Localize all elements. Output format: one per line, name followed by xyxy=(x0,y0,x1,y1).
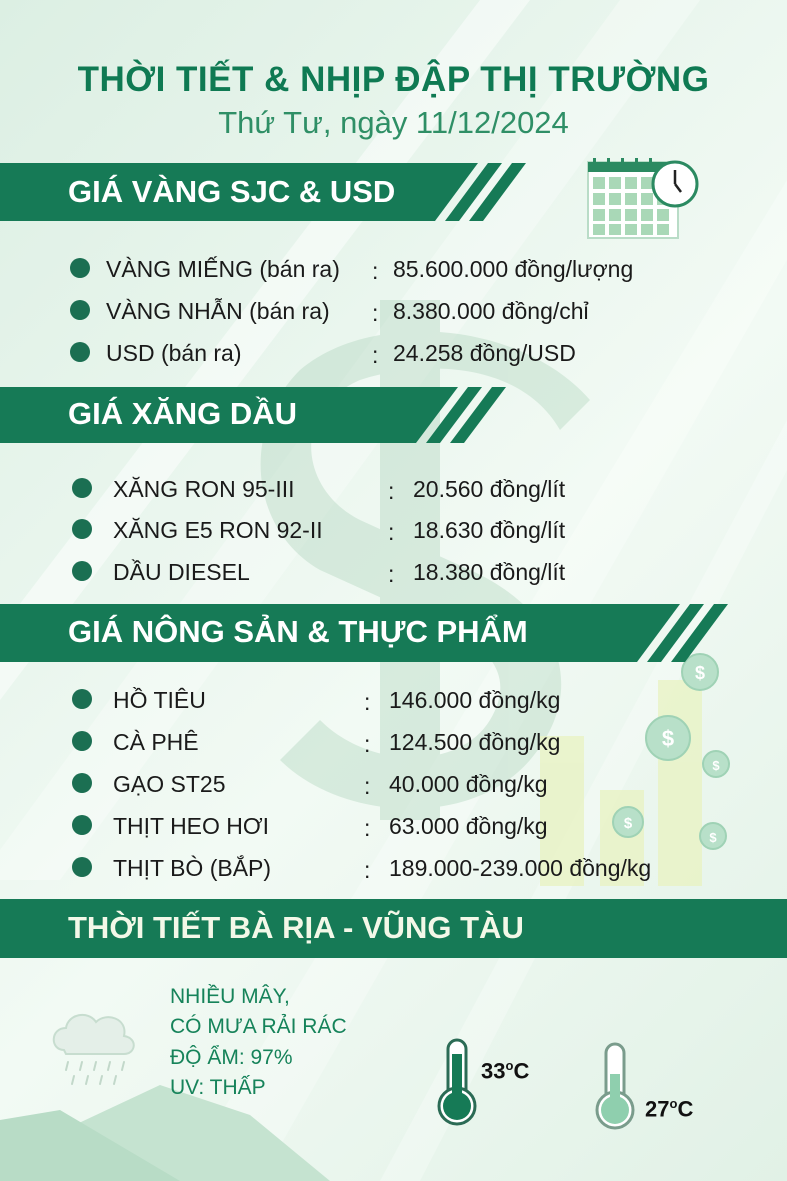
item-value: 63.000 đồng/kg xyxy=(389,813,548,839)
gold-heading: GIÁ VÀNG SJC & USD xyxy=(68,174,396,209)
weather-heading: THỜI TIẾT BÀ RỊA - VŨNG TÀU xyxy=(68,910,524,945)
page-title: THỜI TIẾT & NHỊP ĐẬP THỊ TRƯỜNG xyxy=(77,60,710,99)
item-colon: : xyxy=(388,519,395,545)
svg-text:$: $ xyxy=(694,663,706,683)
item-value: 18.630 đồng/lít xyxy=(413,517,566,543)
item-label: XĂNG RON 95-III xyxy=(113,476,295,502)
cloud-rain-icon xyxy=(46,1002,138,1094)
item-colon: : xyxy=(364,689,371,715)
low-temperature: 27$^o$C xyxy=(645,1096,694,1122)
item-label: CÀ PHÊ xyxy=(113,729,199,755)
item-colon: : xyxy=(364,773,371,799)
svg-text:$: $ xyxy=(712,758,720,773)
bullet-icon xyxy=(72,478,92,498)
bullet-icon xyxy=(72,773,92,793)
item-colon: : xyxy=(364,857,371,883)
item-label: VÀNG NHẪN (bán ra) xyxy=(106,298,330,324)
svg-text:$: $ xyxy=(661,726,675,751)
item-value: 20.560 đồng/lít xyxy=(413,476,566,502)
bullet-icon xyxy=(70,342,90,362)
high-temperature: 33$^o$C xyxy=(481,1058,530,1084)
svg-text:$: $ xyxy=(709,830,717,845)
bullet-icon xyxy=(72,857,92,877)
food-heading: GIÁ NÔNG SẢN & THỰC PHẨM xyxy=(68,614,528,649)
item-value: 146.000 đồng/kg xyxy=(389,687,561,713)
calendar-icon xyxy=(585,158,703,240)
item-colon: : xyxy=(372,258,379,284)
thermometer-icon xyxy=(432,1036,482,1128)
weather-condition-line2: CÓ MƯA RẢI RÁC xyxy=(170,1015,347,1038)
item-value: 124.500 đồng/kg xyxy=(389,729,561,755)
item-label: DẦU DIESEL xyxy=(113,559,250,585)
fuel-heading: GIÁ XĂNG DẦU xyxy=(68,396,298,431)
uv-text: UV: THẤP xyxy=(170,1076,266,1099)
item-value: 40.000 đồng/kg xyxy=(389,771,548,797)
item-value: 18.380 đồng/lít xyxy=(413,559,566,585)
item-colon: : xyxy=(388,478,395,504)
item-label: THỊT BÒ (BẮP) xyxy=(113,855,272,881)
bullet-icon xyxy=(72,815,92,835)
item-value: 24.258 đồng/USD xyxy=(393,340,576,366)
humidity-text: ĐỘ ẨM: 97% xyxy=(170,1046,293,1069)
bullet-icon xyxy=(72,689,92,709)
item-value: 85.600.000 đồng/lượng xyxy=(393,256,634,282)
weather-condition-line1: NHIỀU MÂY, xyxy=(170,985,290,1008)
page-date: Thứ Tư, ngày 11/12/2024 xyxy=(218,105,569,140)
item-label: USD (bán ra) xyxy=(106,340,242,366)
item-value: 8.380.000 đồng/chỉ xyxy=(393,298,589,324)
item-label: HỒ TIÊU xyxy=(113,687,206,713)
clock-icon xyxy=(653,162,697,206)
item-colon: : xyxy=(372,300,379,326)
bullet-icon xyxy=(70,300,90,320)
item-value: 189.000-239.000 đồng/kg xyxy=(389,855,652,881)
bullet-icon xyxy=(72,561,92,581)
item-colon: : xyxy=(388,561,395,587)
thermometer-icon xyxy=(590,1040,640,1132)
item-label: VÀNG MIẾNG (bán ra) xyxy=(106,256,340,282)
svg-text:$: $ xyxy=(623,815,633,832)
item-label: THỊT HEO HƠI xyxy=(113,813,270,839)
item-colon: : xyxy=(364,815,371,841)
item-colon: : xyxy=(372,342,379,368)
item-label: XĂNG E5 RON 92-II xyxy=(113,517,323,543)
bullet-icon xyxy=(70,258,90,278)
bullet-icon xyxy=(72,731,92,751)
bullet-icon xyxy=(72,519,92,539)
item-colon: : xyxy=(364,731,371,757)
item-label: GẠO ST25 xyxy=(113,771,226,797)
